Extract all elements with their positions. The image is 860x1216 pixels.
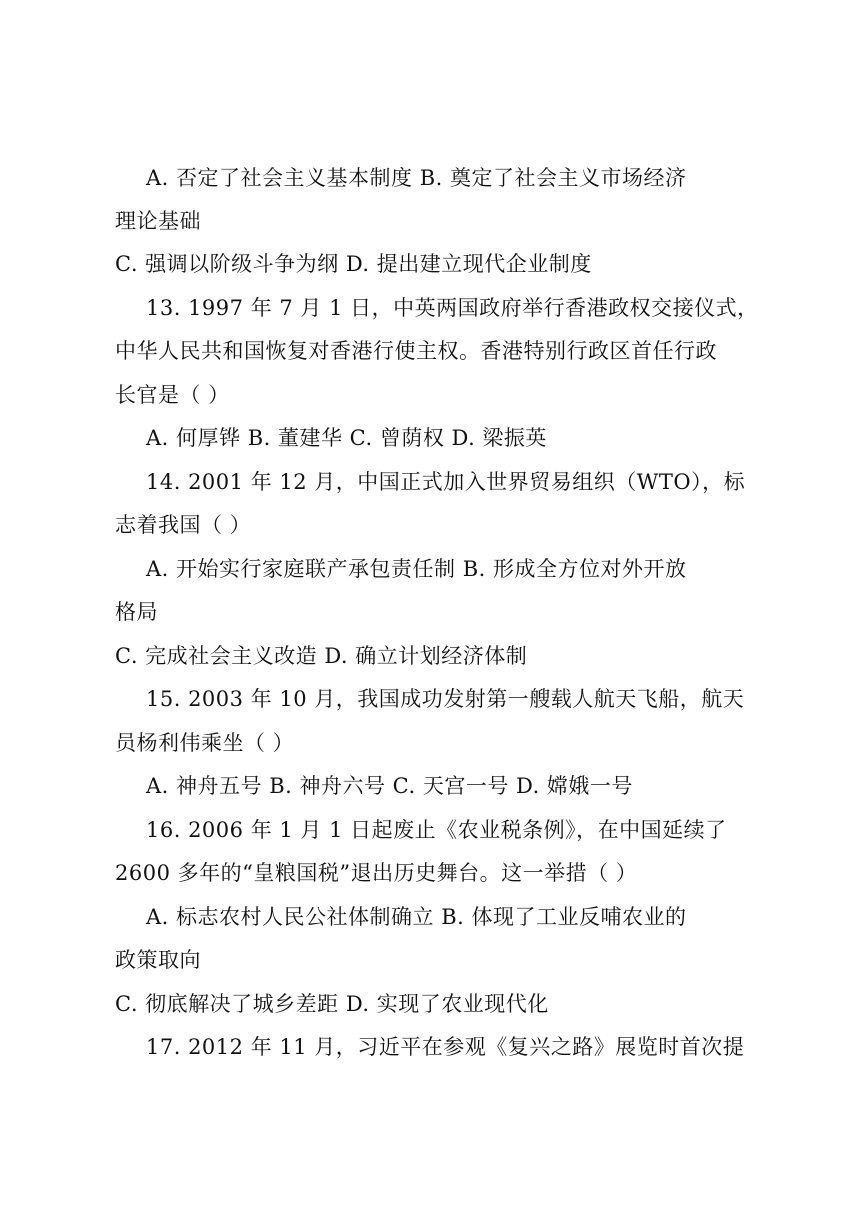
q13-stem-line-2: 中华人民共和国恢复对香港行使主权。香港特别行政区首任行政 bbox=[115, 339, 717, 363]
q13-stem-line-3: 长官是（ ） bbox=[115, 383, 230, 407]
q12-options-line-1: A. 否定了社会主义基本制度 B. 奠定了社会主义市场经济 bbox=[146, 166, 687, 190]
q13-stem-line-1: 13. 1997 年 7 月 1 日，中英两国政府举行香港政权交接仪式， bbox=[146, 296, 759, 320]
q12-options-line-2: 理论基础 bbox=[115, 209, 201, 233]
q12-options-line-3: C. 强调以阶级斗争为纲 D. 提出建立现代企业制度 bbox=[115, 252, 592, 276]
q16-options-line-2: 政策取向 bbox=[115, 948, 201, 972]
q15-stem-line-1: 15. 2003 年 10 月，我国成功发射第一艘载人航天飞船，航天 bbox=[146, 687, 745, 711]
q17-stem-line-1: 17. 2012 年 11 月，习近平在参观《复兴之路》展览时首次提 bbox=[146, 1035, 745, 1059]
q15-options: A. 神舟五号 B. 神舟六号 C. 天宫一号 D. 嫦娥一号 bbox=[146, 774, 633, 798]
q16-stem-line-2: 2600 多年的“皇粮国税”退出历史舞台。这一举措（ ） bbox=[115, 861, 638, 885]
q13-options: A. 何厚铧 B. 董建华 C. 曾荫权 D. 梁振英 bbox=[146, 426, 547, 450]
q16-stem-line-1: 16. 2006 年 1 月 1 日起废止《农业税条例》，在中国延续了 bbox=[146, 818, 727, 842]
q14-options-line-1: A. 开始实行家庭联产承包责任制 B. 形成全方位对外开放 bbox=[146, 557, 687, 581]
q14-options-line-2: 格局 bbox=[115, 600, 158, 624]
q14-options-line-3: C. 完成社会主义改造 D. 确立计划经济体制 bbox=[115, 644, 528, 668]
q15-stem-line-2: 员杨利伟乘坐（ ） bbox=[115, 731, 295, 755]
q16-options-line-3: C. 彻底解决了城乡差距 D. 实现了农业现代化 bbox=[115, 992, 549, 1016]
q16-options-line-1: A. 标志农村人民公社体制确立 B. 体现了工业反哺农业的 bbox=[146, 905, 687, 929]
q14-stem-line-1: 14. 2001 年 12 月，中国正式加入世界贸易组织（WTO），标 bbox=[146, 470, 746, 494]
q14-stem-line-2: 志着我国（ ） bbox=[115, 513, 252, 537]
